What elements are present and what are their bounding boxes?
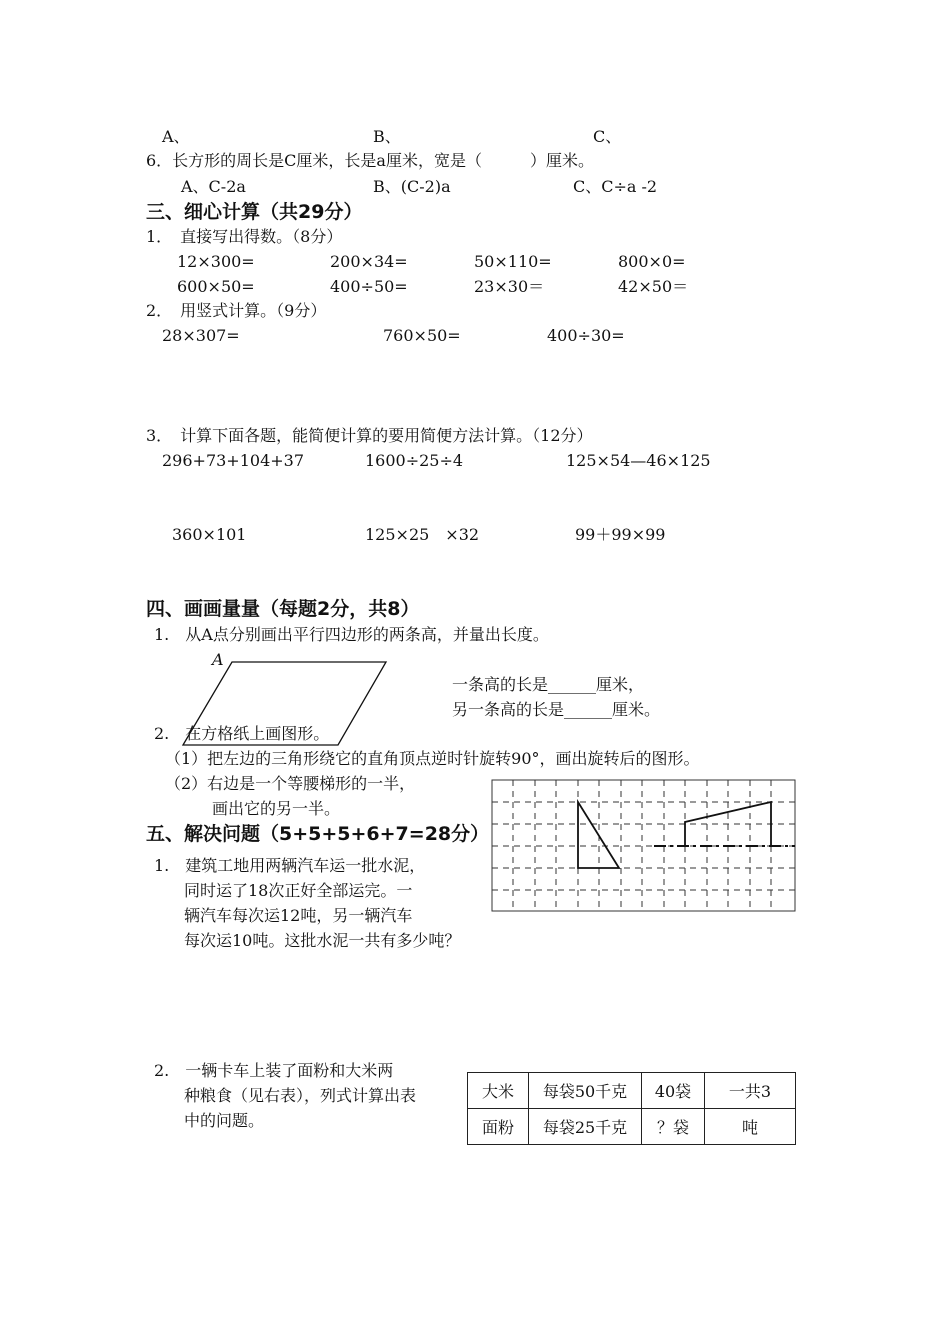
q5-option-a: A、: [162, 127, 190, 146]
table-cell: 吨: [705, 1109, 796, 1145]
s5-q2-line: 种粮食（见右表），列式计算出表: [184, 1086, 417, 1105]
q6-option-a: A、C-2a: [181, 177, 246, 196]
s3-q3-item: 125×54—46×125: [566, 451, 711, 470]
s3-q2-item: 28×307=: [162, 326, 240, 345]
s3-q3-item: 99＋99×99: [575, 525, 666, 544]
table-cell: 40袋: [642, 1073, 705, 1109]
s3-q3-item: 1600÷25÷4: [365, 451, 464, 470]
section5-title: 五、解决问题（5+5+5+6+7=28分）: [146, 823, 490, 845]
s5-q1-line: 同时运了18次正好全部运完。一: [184, 881, 413, 900]
table-cell: 大米: [468, 1073, 529, 1109]
s5-q1-line: 1. 建筑工地用两辆汽车运一批水泥，: [154, 856, 426, 875]
s3-q1-item: 400÷50=: [330, 277, 408, 296]
s3-q3-item: 125×25 ×32: [365, 525, 480, 544]
s4-q2-sub2b: 画出它的另一半。: [212, 799, 341, 818]
s3-q3-item: 360×101: [172, 525, 247, 544]
section3-title: 三、细心计算（共29分）: [146, 201, 363, 223]
table-cell: 每袋25千克: [529, 1109, 642, 1145]
table-cell: 一共3: [705, 1073, 796, 1109]
s3-q3-item: 296+73+104+37: [162, 451, 305, 470]
s5-q2-line: 中的问题。: [184, 1111, 265, 1130]
grain-table: [467, 1072, 796, 1145]
point-a-label: A: [212, 650, 224, 669]
s4-q2-sub1: （1）把左边的三角形绕它的直角顶点逆时针旋转90°，画出旋转后的图形。: [165, 749, 700, 768]
s5-q1-line: 每次运10吨。这批水泥一共有多少吨？: [184, 931, 461, 950]
s3-q1-title: 1． 直接写出得数。（8分）: [146, 227, 343, 246]
s3-q3-title: 3． 计算下面各题，能简便计算的要用简便方法计算。（12分）: [146, 426, 593, 445]
s3-q1-item: 800×0=: [618, 252, 686, 271]
q6-option-c: C、C÷a -2: [573, 177, 658, 196]
q6-stem: 6．长方形的周长是C厘米，长是a厘米，宽是（ ）厘米。: [146, 151, 594, 170]
s4-q2-sub2a: （2）右边是一个等腰梯形的一半，: [165, 774, 416, 793]
height-answer-1: 一条高的长是______厘米，: [452, 675, 645, 694]
height-answer-2: 另一条高的长是______厘米。: [452, 700, 661, 719]
s5-q1-line: 辆汽车每次运12吨，另一辆汽车: [184, 906, 413, 925]
s5-q2-line: 2. 一辆卡车上装了面粉和大米两: [154, 1061, 394, 1080]
s3-q1-item: 12×300=: [177, 252, 255, 271]
table-cell: 面粉: [468, 1109, 529, 1145]
table-row: [468, 1073, 796, 1109]
table-row: [468, 1109, 796, 1145]
q6-option-b: B、(C-2)a: [373, 177, 451, 196]
s3-q2-item: 760×50=: [383, 326, 461, 345]
s3-q1-item: 200×34=: [330, 252, 408, 271]
table-cell: ？袋: [642, 1109, 705, 1145]
q5-option-b: B、: [373, 127, 401, 146]
q5-option-c: C、: [593, 127, 622, 146]
s3-q2-title: 2． 用竖式计算。（9分）: [146, 301, 327, 320]
s3-q1-item: 23×30＝: [474, 277, 545, 296]
s3-q1-item: 600×50=: [177, 277, 255, 296]
s3-q2-item: 400÷30=: [547, 326, 625, 345]
s3-q1-item: 42×50＝: [618, 277, 689, 296]
section4-title: 四、画画量量（每题2分，共8）: [146, 598, 420, 620]
s4-q2-text: 2. 在方格纸上画图形。: [154, 724, 330, 743]
table-cell: 每袋50千克: [529, 1073, 642, 1109]
s3-q1-item: 50×110=: [474, 252, 552, 271]
s4-q1-text: 1. 从A点分别画出平行四边形的两条高，并量出长度。: [154, 625, 549, 644]
